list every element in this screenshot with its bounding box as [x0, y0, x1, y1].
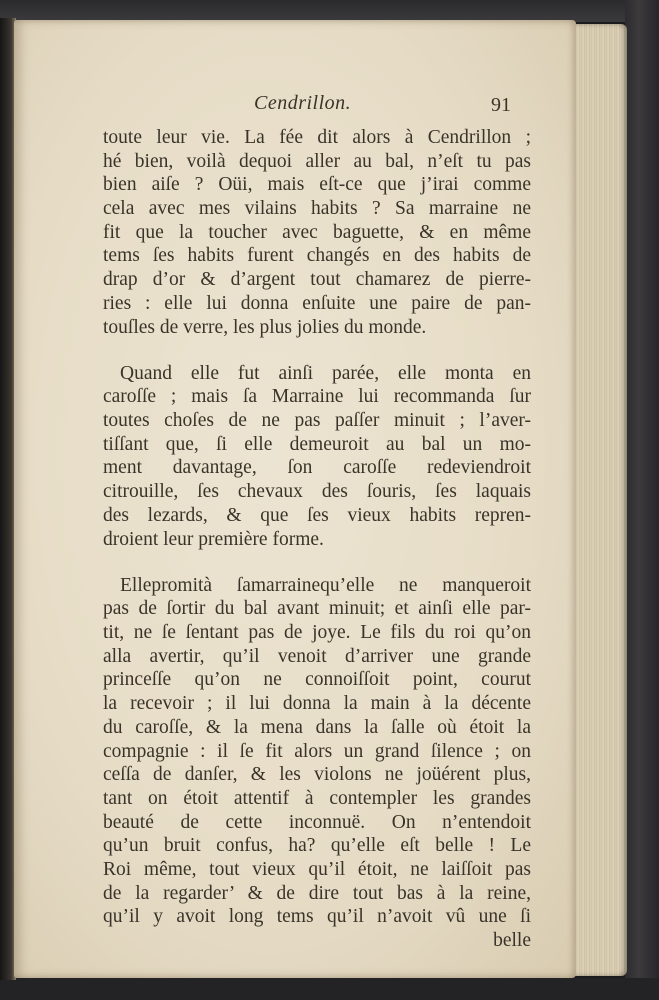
text-line: Quand elle fut ainſi parée, elle monta en [120, 362, 531, 384]
running-title: Cendrillon. [254, 92, 352, 114]
text-line: alla avertir, qu’il venoit d’arriver une grande [103, 645, 531, 667]
text-line: Ellepromità ſamarrainequ’elle ne manqueroit [120, 574, 531, 596]
text-line: Roi même, tout vieux qu’il étoit, ne laiſſoit pas [103, 858, 531, 880]
page-number: 91 [491, 94, 511, 116]
text-line: tems ſes habits furent changés en des habits de [103, 245, 531, 267]
book-page [14, 20, 576, 978]
text-line: compagnie : il ſe fit alors un grand ſilence ; on [103, 740, 531, 762]
text-line: qu’un bruit confus, ha? qu’elle eſt belle ! Le [103, 835, 531, 857]
text-line: qu’il y avoit long tems qu’il n’avoit vû une ſi [103, 906, 531, 928]
text-line: ceſſa de danſer, & les violons ne joüérent plus, [103, 764, 531, 786]
text-line: citrouille, ſes chevaux des ſouris, ſes laquais [103, 481, 531, 503]
text-line: de la regarder’ & de dire tout bas à la reine, [103, 882, 531, 904]
book-binding [625, 0, 659, 1000]
text-line: tiſſant que, ſi elle demeuroit au bal un mo- [103, 433, 531, 455]
text-line: la recevoir ; il lui donna la main à la décente [103, 693, 531, 715]
text-line: ment davantage, ſon caroſſe redeviendroit [103, 457, 531, 479]
paragraph [103, 574, 531, 953]
text-line: des lezards, & que ſes vieux habits repren- [103, 504, 531, 526]
text-line: bien aiſe ? Oüi, mais eſt-ce que j’irai comme [103, 174, 531, 196]
text-line: hé bien, voilà dequoi aller au bal, n’eſt tu pas [103, 150, 531, 172]
text-line: tit, ne ſe ſentant pas de joye. Le fils du roi qu’on [103, 622, 531, 644]
paragraph [103, 362, 531, 552]
text-line: du caroſſe, & la mena dans la ſalle où étoit la [103, 716, 531, 738]
text-line: touſles de verre, les plus jolies du monde. [103, 316, 427, 338]
text-line: beauté de cette inconnuë. On n’entendoit [103, 811, 531, 833]
text-line: tant on étoit attentif à contempler les grandes [103, 787, 531, 809]
book-cover-top [0, 0, 659, 22]
text-line: pas de ſortir du bal avant minuit; et ainſi elle par- [103, 598, 531, 620]
text-line: princeſſe qu’on ne connoiſſoit point, courut [103, 669, 531, 691]
text-line: drap d’or & d’argent tout chamarez de pierre- [103, 269, 531, 291]
text-line: caroſſe ; mais ſa Marraine lui recommanda ſur [103, 386, 531, 408]
text-line: cela avec mes vilains habits ? Sa marraine ne [103, 198, 531, 220]
text-line: toutes choſes de ne pas paſſer minuit ; l’aver- [103, 410, 531, 432]
book-cover-bottom [0, 978, 659, 1000]
paragraph [103, 126, 531, 339]
text-line: droient leur première forme. [103, 528, 324, 550]
catchword: belle [493, 930, 531, 951]
page-body [103, 126, 531, 975]
text-line: fit que la toucher avec baguette, & en même [103, 221, 531, 243]
text-line: ries : elle lui donna enſuite une paire de pan- [103, 292, 531, 314]
text-line: toute leur vie. La fée dit alors à Cendrillon ; [103, 127, 531, 148]
